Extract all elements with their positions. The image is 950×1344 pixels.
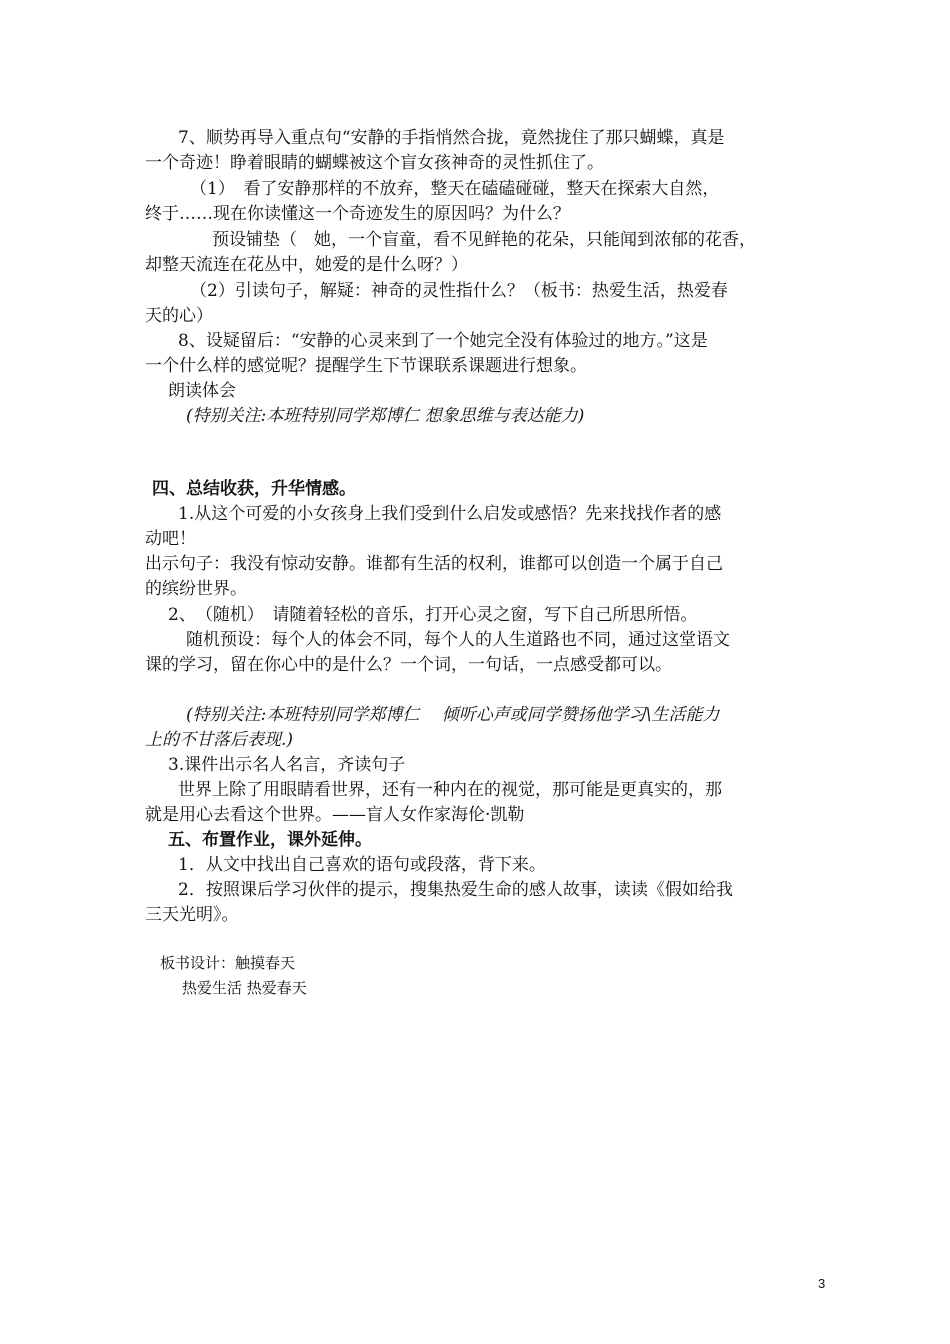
text-line: 8、设疑留后：“安静的心灵来到了一个她完全没有体验过的地方。”这是 [178, 331, 708, 351]
text-line: （2）引读句子，解疑：神奇的灵性指什么？（板书：热爱生活，热爱春 [190, 281, 728, 301]
text-line: 朗读体会 [168, 381, 236, 401]
text-line: 随机预设：每个人的体会不同，每个人的人生道路也不同，通过这堂语文 [186, 630, 730, 650]
section-heading: 五、布置作业，课外延伸。 [168, 830, 372, 850]
text-line: 世界上除了用眼睛看世界，还有一种内在的视觉，那可能是更真实的，那 [178, 780, 722, 800]
text-line: 三天光明》。 [145, 905, 239, 925]
text-line: 一个什么样的感觉呢？提醒学生下节课联系课题进行想象。 [145, 356, 587, 376]
text-line: 7、顺势再导入重点句“安静的手指悄然合拢，竟然拢住了那只蝴蝶，真是 [178, 128, 725, 148]
board-design-content: 热爱生活 热爱春天 [182, 979, 307, 997]
text-line: 2．按照课后学习伙伴的提示，搜集热爱生命的感人故事，读读《假如给我 [178, 880, 733, 900]
text-line: （1） 看了安静那样的不放弃，整天在磕磕碰碰，整天在探索大自然， [190, 179, 720, 199]
note-line: (特别关注:本班特别同学郑博仁 倾听心声或同学赞扬他学习\生活能力 [186, 705, 720, 725]
text-line: 预设铺垫（ 她，一个盲童，看不见鲜艳的花朵，只能闻到浓郁的花香， [212, 230, 756, 250]
text-line: 3.课件出示名人名言，齐读句子 [168, 755, 406, 775]
text-line: 出示句子：我没有惊动安静。谁都有生活的权利，谁都可以创造一个属于自己 [145, 554, 723, 574]
note-line: (特别关注:本班特别同学郑博仁 想象思维与表达能力) [186, 406, 585, 426]
text-line: 一个奇迹！睁着眼睛的蝴蝶被这个盲女孩神奇的灵性抓住了。 [145, 153, 604, 173]
text-line: 1.从这个可爱的小女孩身上我们受到什么启发或感悟？先来找找作者的感 [178, 504, 722, 524]
text-line: 的缤纷世界。 [145, 579, 247, 599]
section-heading: 四、总结收获，升华情感。 [152, 479, 356, 499]
text-line: 天的心） [145, 306, 213, 326]
text-line: 动吧！ [145, 529, 196, 549]
text-line: 2、 （随机） 请随着轻松的音乐，打开心灵之窗，写下自己所思所悟。 [168, 605, 698, 625]
text-line: 终于……现在你读懂这一个奇迹发生的原因吗？为什么？ [145, 204, 570, 224]
text-line: 1．从文中找出自己喜欢的语句或段落，背下来。 [178, 855, 546, 875]
note-line: 上的不甘落后表现.) [145, 730, 294, 750]
text-line: 课的学习，留在你心中的是什么？一个词，一句话，一点感受都可以。 [145, 655, 672, 675]
text-line: 却整天流连在花丛中，她爱的是什么呀？） [145, 255, 468, 275]
text-line: 就是用心去看这个世界。——盲人女作家海伦·凯勒 [145, 805, 525, 825]
page-number: 3 [818, 1276, 826, 1291]
board-design-title: 板书设计：触摸春天 [160, 954, 296, 972]
